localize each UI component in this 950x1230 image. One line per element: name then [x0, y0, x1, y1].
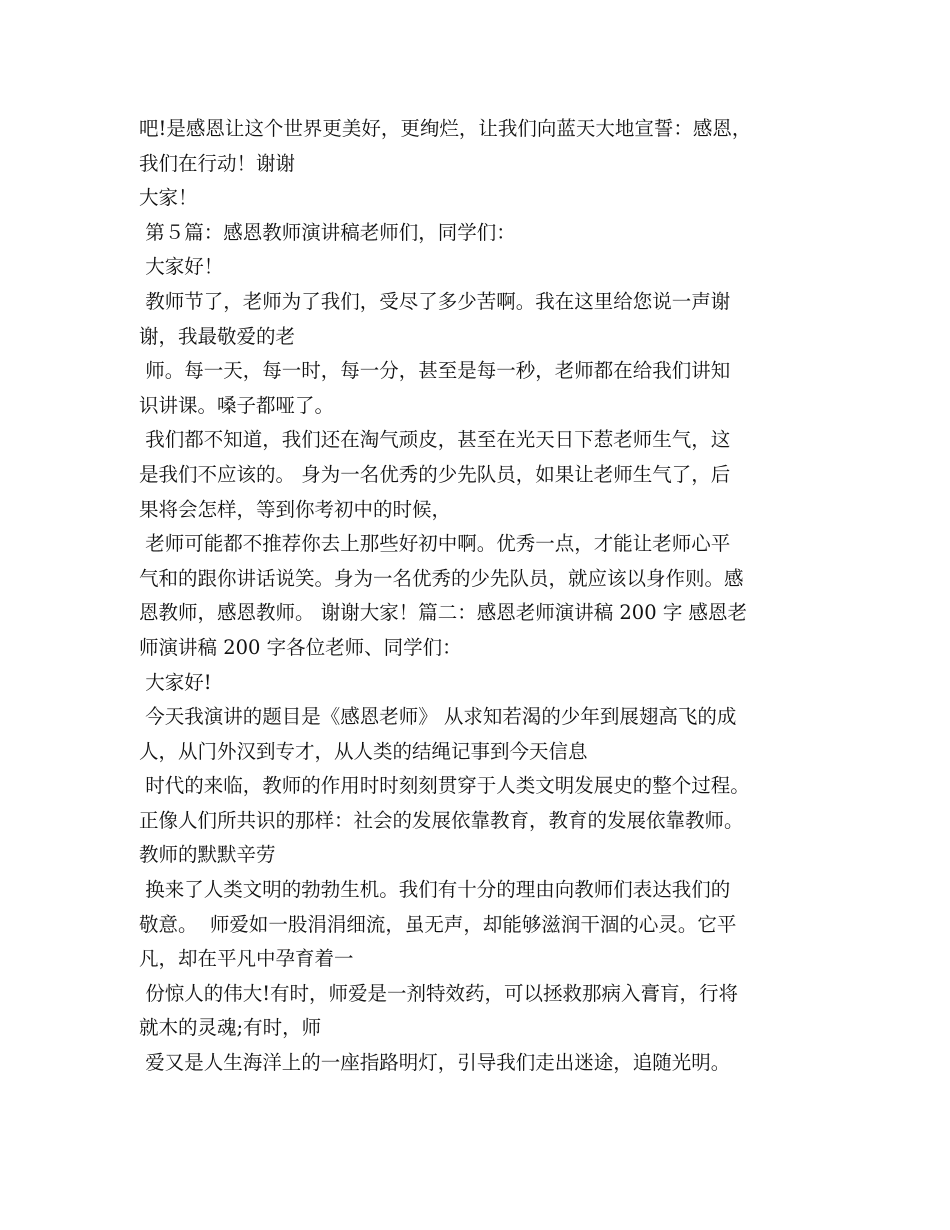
text-line: 大家好!: [139, 670, 212, 694]
text-line: 今天我演讲的题目是《感恩老师》 从求知若渴的少年到展翅高飞的成: [139, 705, 737, 729]
text-line: 吧!是感恩让这个世界更美好，更绚烂，让我们向蓝天大地宣誓：感恩，: [139, 117, 752, 140]
text-line: 我们在行动！谢谢: [139, 151, 296, 175]
text-line: 我们都不知道，我们还在淘气顽皮，甚至在光天日下惹老师生气，这: [139, 428, 731, 452]
text-line: 凡，却在平凡中孕育着一: [139, 947, 354, 971]
text-line: 大家！: [139, 186, 198, 210]
body-text: [139, 112, 839, 1081]
text-line: 师。每一天，每一时，每一分，甚至是每一秒，老师都在给我们讲知: [139, 359, 731, 383]
text-line: 是我们不应该的。 身为一名优秀的少先队员，如果让老师生气了，后: [139, 462, 731, 486]
text-line: 老师可能都不推荐你去上那些好初中啊。优秀一点，才能让老师心平: [139, 532, 731, 556]
text-line: 恩教师，感恩教师。 谢谢大家！篇二：感恩老师演讲稿 200 字 感恩老: [139, 601, 748, 625]
text-line: 果将会怎样，等到你考初中的时候，: [139, 497, 452, 521]
text-line: 大家好！: [139, 255, 224, 279]
text-line: 正像人们所共识的那样：社会的发展依靠教育，教育的发展依靠教师。: [139, 808, 744, 832]
text-line: 师演讲稿 200 字各位老师、同学们：: [139, 635, 462, 659]
text-line: 换来了人类文明的勃勃生机。我们有十分的理由向教师们表达我们的: [139, 878, 731, 902]
text-line: 谢，我最敬爱的老: [139, 324, 296, 348]
text-line: 人，从门外汉到专才，从人类的结绳记事到今天信息: [139, 739, 588, 763]
text-line: 气和的跟你讲话说笑。身为一名优秀的少先队员，就应该以身作则。感: [139, 566, 744, 590]
text-line: 敬意。 师爱如一股涓涓细流，虽无声，却能够滋润干涸的心灵。它平: [139, 912, 737, 936]
text-line: 教师节了，老师为了我们，受尽了多少苦啊。我在这里给您说一声谢: [139, 289, 731, 313]
section-heading: 第５篇：感恩教师演讲稿老师们，同学们：: [139, 220, 516, 244]
text-line: 爱又是人生海洋上的一座指路明灯，引导我们走出迷途，追随光明。: [139, 1051, 731, 1075]
text-line: 时代的来临，教师的作用时时刻刻贯穿于人类文明发展史的整个过程。: [139, 774, 750, 798]
text-line: 份惊人的伟大!有时，师爱是一剂特效药，可以拯救那病入膏肓，行将: [139, 981, 739, 1005]
text-line: 教师的默默辛劳: [139, 843, 276, 867]
text-line: 就木的灵魂;有时，师: [139, 1016, 322, 1040]
text-line: 识讲课。嗓子都哑了。: [139, 393, 335, 417]
